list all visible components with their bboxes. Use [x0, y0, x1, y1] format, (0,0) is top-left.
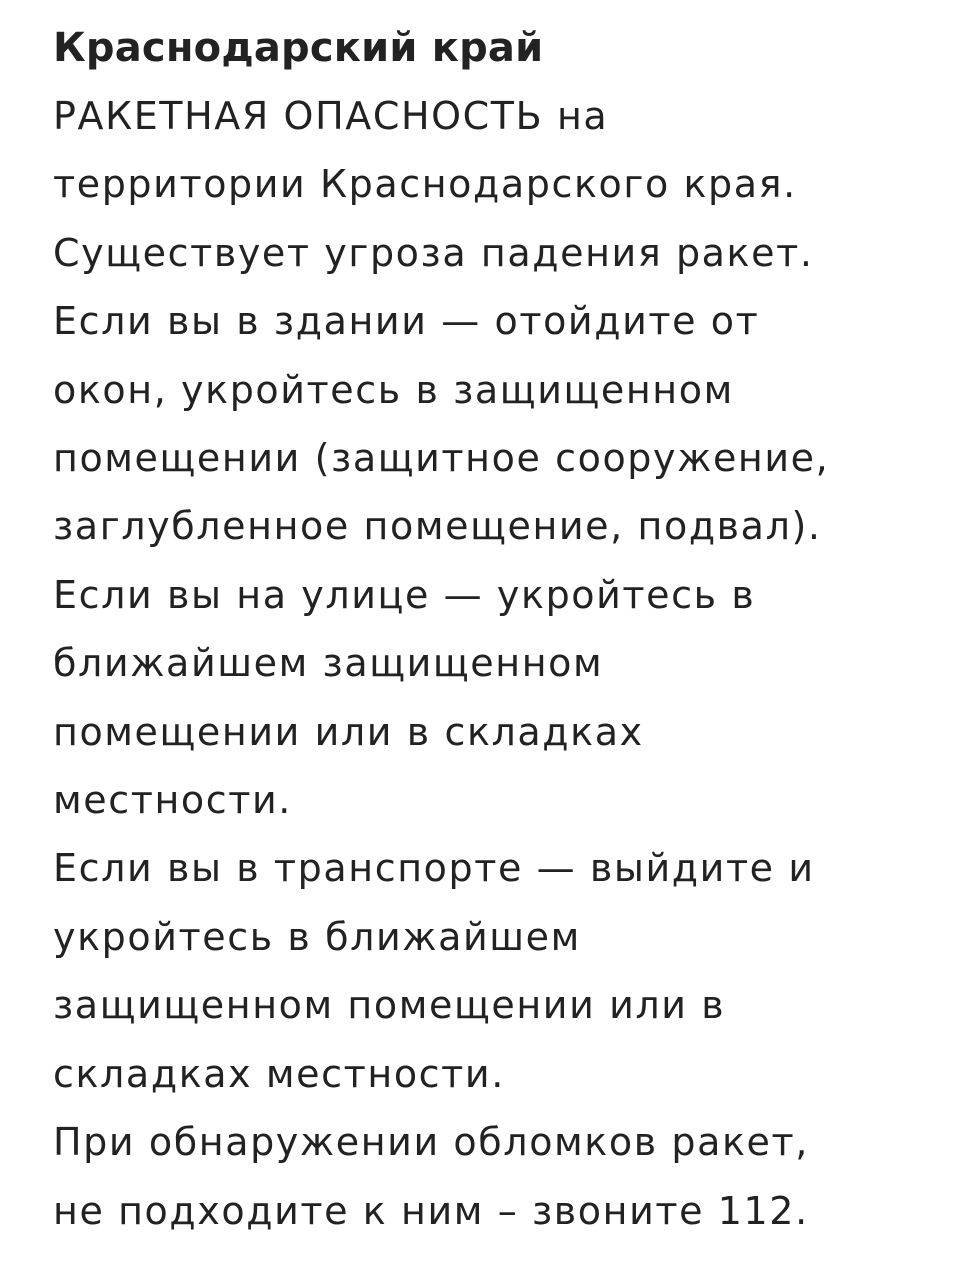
message-line: не подходите к ним – звоните 112. [53, 1188, 809, 1233]
message-line: территории Краснодарского края. [53, 162, 797, 207]
message-line: Если вы на улице — укройтесь в [53, 572, 756, 617]
message-line: ближайшем защищенном [53, 641, 604, 686]
message-line: помещении или в складках [53, 709, 644, 754]
message-text [53, 82, 953, 1245]
message-line: местности. [53, 778, 292, 823]
message-bubble [53, 14, 953, 1245]
message-line: окон, укройтесь в защищенном [53, 367, 734, 412]
message-line: помещении (защитное сооружение, [53, 436, 830, 481]
message-line: укройтесь в ближайшем [53, 914, 581, 959]
message-line: РАКЕТНАЯ ОПАСНОСТЬ на [53, 94, 609, 138]
message-line: Если вы в транспорте — выйдите и [53, 846, 815, 891]
message-line: При обнаружении обломков ракет, [53, 1120, 809, 1165]
message-line: заглубленное помещение, подвал). [53, 504, 822, 549]
message-line: защищенном помещении или в [53, 983, 726, 1028]
message-line: Если вы в здании — отойдите от [53, 299, 760, 344]
sender-name[interactable]: Краснодарский край [53, 25, 544, 71]
message-line: складках местности. [53, 1051, 505, 1096]
message-line: Существует угроза падения ракет. [53, 230, 814, 275]
